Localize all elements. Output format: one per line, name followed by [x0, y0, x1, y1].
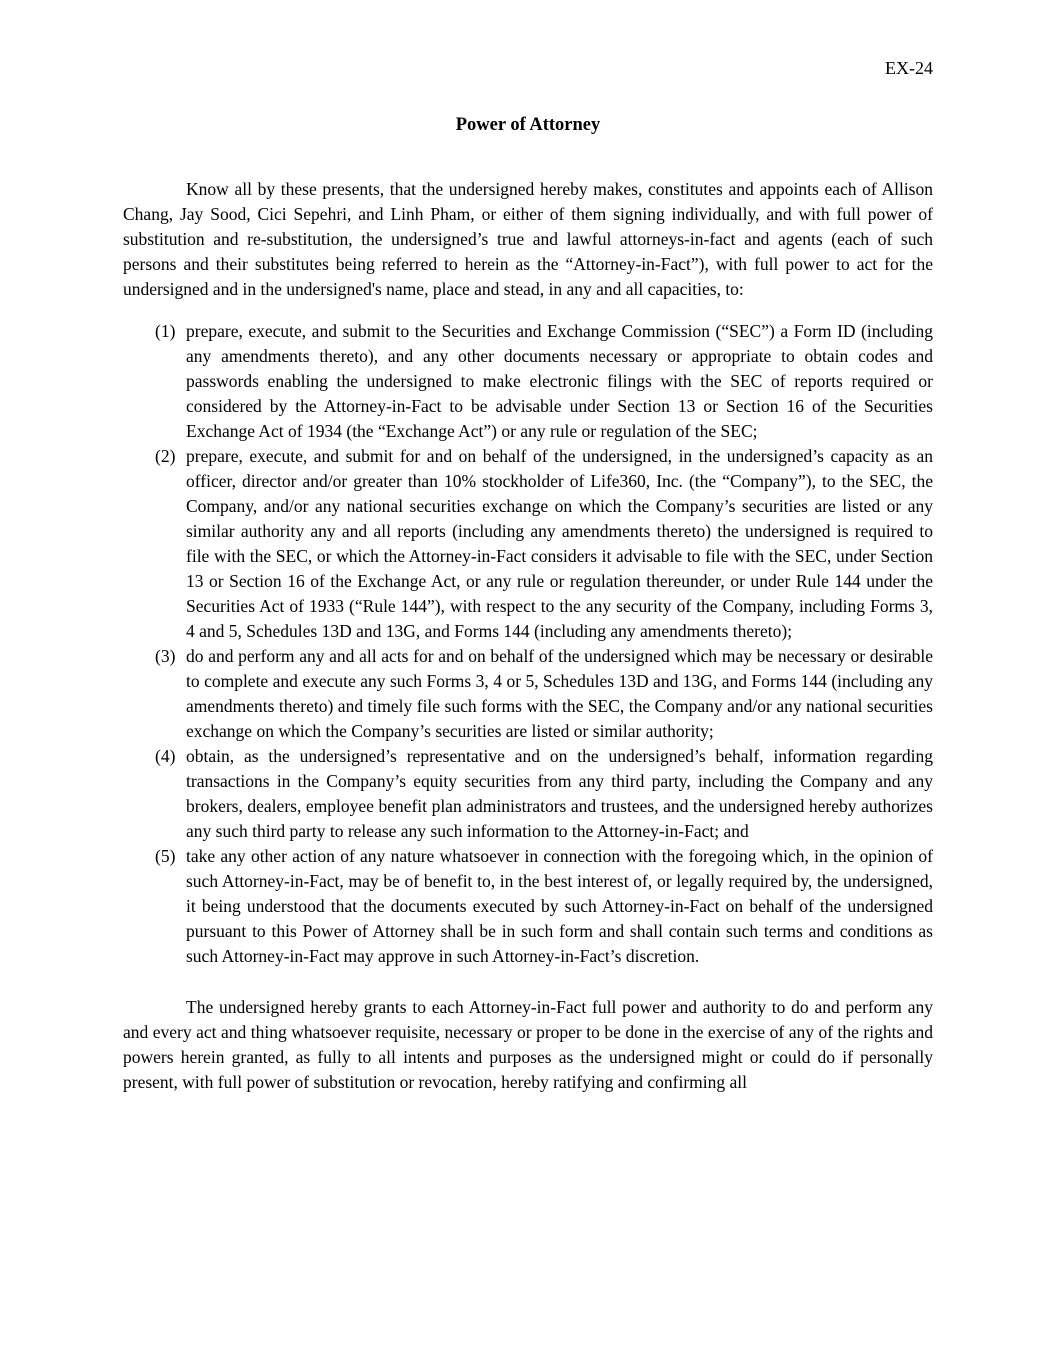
list-item-text: do and perform any and all acts for and on behalf of the undersigned which may be necessary or desirable to complete and execute any such Forms 3, 4 or 5, Schedules 13D and 13G, and Forms 144 (including any amendments thereto) and timely file such forms with the SEC, the Company and/or any national securities exchange on which the Company’s securities are listed or similar authority; — [186, 646, 933, 741]
list-item — [155, 644, 933, 744]
list-item — [155, 444, 933, 644]
list-item-number: (4) — [155, 746, 176, 766]
list-item-text: prepare, execute, and submit to the Securities and Exchange Commission (“SEC”) a Form ID (including any amendments thereto), and any other documents necessary or appropriate to obtain codes and passwords enabling the undersigned to make electronic filings with the SEC of reports required or considered by the Attorney-in-Fact to be advisable under Section 13 or Section 16 of the Securities Exchange Act of 1934 (the “Exchange Act”) or any rule or regulation of the SEC; — [186, 321, 933, 441]
list-item-number: (1) — [155, 321, 176, 341]
document-title: Power of Attorney — [455, 115, 601, 135]
list-item-number: (3) — [155, 646, 176, 666]
list-item-text: obtain, as the undersigned’s representative and on the undersigned’s behalf, information regarding transactions in the Company’s equity securities from any third party, including the Company and any brokers, dealers, employee benefit plan administrators and trustees, and the undersigned hereby authorizes any such third party to release any such information to the Attorney-in-Fact; and — [186, 746, 933, 841]
exhibit-label: EX-24 — [885, 58, 933, 78]
list-item-text: prepare, execute, and submit for and on behalf of the undersigned, in the undersigned’s capacity as an officer, director and/or greater than 10% stockholder of Life360, Inc. (the “Company”), to the SEC, the Company, and/or any national securities exchange on which the Company’s securities are listed or any similar authority any and all reports (including any amendments thereto) the undersigned is required to file with the SEC, or which the Attorney-in-Fact considers it advisable to file with the SEC, under Section 13 or Section 16 of the Exchange Act, or any rule or regulation thereunder, or under Rule 144 under the Securities Act of 1933 (“Rule 144”), with respect to the any security of the Company, including Forms 3, 4 and 5, Schedules 13D and 13G, and Forms 144 (including any amendments thereto); — [186, 446, 933, 641]
list-item-number: (2) — [155, 446, 176, 466]
list-item — [155, 844, 933, 969]
list-item-text: take any other action of any nature whatsoever in connection with the foregoing which, in the opinion of such Attorney-in-Fact, may be of benefit to, in the best interest of, or legally required by, the undersigned, it being understood that the documents executed by such Attorney-in-Fact on behalf of the undersigned pursuant to this Power of Attorney shall be in such form and shall contain such terms and conditions as such Attorney-in-Fact may approve in such Attorney-in-Fact’s discretion. — [186, 846, 933, 966]
list-item — [155, 319, 933, 444]
powers-list — [123, 319, 933, 969]
intro-paragraph: Know all by these presents, that the undersigned hereby makes, constitutes and appoints each of Allison Chang, Jay Sood, Cici Sepehri, and Linh Pham, or either of them signing individually, and with full power of substitution and re-substitution, the undersigned’s true and lawful attorneys-in-fact and agents (each of such persons and their substitutes being referred to herein as the “Attorney-in-Fact”), with full power to act for the undersigned and in the undersigned's name, place and stead, in any and all capacities, to: — [123, 179, 933, 299]
list-item-number: (5) — [155, 846, 176, 866]
closing-paragraph: The undersigned hereby grants to each Attorney-in-Fact full power and authority to do and perform any and every act and thing whatsoever requisite, necessary or proper to be done in the exercise of any of the rights and powers herein granted, as fully to all intents and purposes as the undersigned might or could do if personally present, with full power of substitution or revocation, hereby ratifying and confirming all — [123, 997, 933, 1092]
list-item — [155, 744, 933, 844]
